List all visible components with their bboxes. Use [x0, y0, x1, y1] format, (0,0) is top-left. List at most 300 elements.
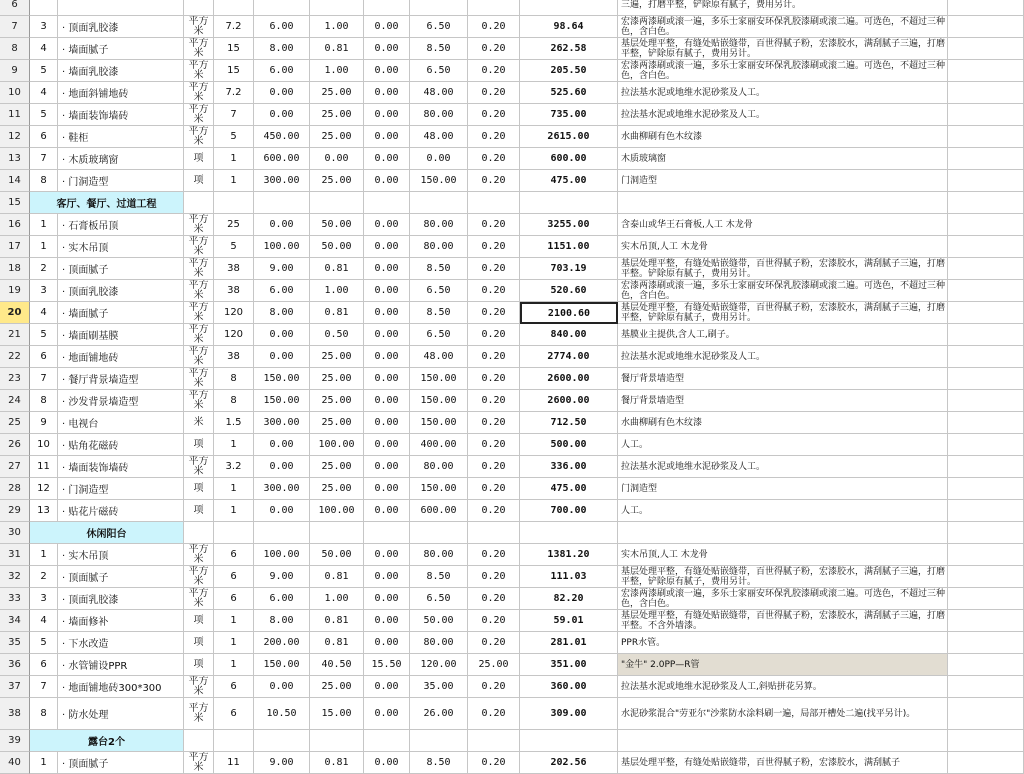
empty-cell[interactable] — [948, 324, 1024, 346]
labor-price-cell[interactable]: 0.81 — [310, 302, 364, 324]
material-price-cell[interactable]: 9.00 — [254, 752, 310, 774]
material-price-cell[interactable]: 8.00 — [254, 610, 310, 632]
quantity-cell[interactable]: 15 — [214, 38, 254, 60]
item-name[interactable]: · 鞋柜 — [58, 126, 184, 148]
table-row[interactable] — [0, 610, 1024, 632]
total-cell[interactable] — [520, 730, 618, 752]
material-price-cell[interactable]: 150.00 — [254, 390, 310, 412]
labor-price-cell[interactable]: 1.00 — [310, 280, 364, 302]
labor-price-cell[interactable]: 0.50 — [310, 324, 364, 346]
material-price-cell[interactable]: 8.00 — [254, 302, 310, 324]
description-cell[interactable]: 餐厅背景墙造型 — [618, 368, 948, 390]
loss-rate-cell[interactable]: 0.20 — [468, 82, 520, 104]
labor-price-cell[interactable]: 0.81 — [310, 632, 364, 654]
empty-cell[interactable] — [948, 280, 1024, 302]
quantity-cell[interactable]: 7 — [214, 104, 254, 126]
unit-price-cell[interactable]: 80.00 — [410, 104, 468, 126]
description-cell[interactable]: 基膜业主提供,含人工,刷子。 — [618, 324, 948, 346]
empty-cell[interactable] — [948, 192, 1024, 214]
unit-price-cell[interactable]: 6.50 — [410, 588, 468, 610]
material-price-cell[interactable]: 100.00 — [254, 544, 310, 566]
labor-price-cell[interactable]: 25.00 — [310, 82, 364, 104]
aux-price-cell[interactable]: 0.00 — [364, 412, 410, 434]
loss-rate-cell[interactable]: 0.20 — [468, 104, 520, 126]
unit-price-cell[interactable]: 6.50 — [410, 324, 468, 346]
loss-rate-cell[interactable]: 0.20 — [468, 752, 520, 774]
section-title[interactable]: 露台2个 — [30, 730, 184, 752]
table-row[interactable] — [0, 752, 1024, 774]
aux-price-cell[interactable] — [364, 522, 410, 544]
item-name[interactable]: · 下水改造 — [58, 632, 184, 654]
unit-cell[interactable] — [184, 522, 214, 544]
unit-price-cell[interactable]: 120.00 — [410, 654, 468, 676]
table-row[interactable] — [0, 412, 1024, 434]
material-price-cell[interactable] — [254, 730, 310, 752]
loss-rate-cell[interactable]: 0.20 — [468, 390, 520, 412]
unit-price-cell[interactable]: 80.00 — [410, 214, 468, 236]
table-row[interactable] — [0, 544, 1024, 566]
aux-price-cell[interactable]: 15.50 — [364, 654, 410, 676]
empty-cell[interactable] — [948, 38, 1024, 60]
aux-price-cell[interactable]: 0.00 — [364, 632, 410, 654]
unit-price-cell[interactable]: 8.50 — [410, 566, 468, 588]
material-price-cell[interactable]: 600.00 — [254, 148, 310, 170]
material-price-cell[interactable]: 450.00 — [254, 126, 310, 148]
description-cell[interactable]: 宏漆两漆刷或滚一遍，多乐士家丽安环保乳胶漆刷或滚二遍。可选色，不超过三种色，含白色。 — [618, 280, 948, 302]
unit-cell[interactable] — [184, 192, 214, 214]
loss-rate-cell[interactable] — [468, 522, 520, 544]
quantity-cell[interactable]: 6 — [214, 698, 254, 730]
unit-price-cell[interactable]: 150.00 — [410, 390, 468, 412]
quantity-cell[interactable]: 8 — [214, 390, 254, 412]
aux-price-cell[interactable]: 0.00 — [364, 214, 410, 236]
labor-price-cell[interactable] — [310, 192, 364, 214]
labor-price-cell[interactable]: 25.00 — [310, 478, 364, 500]
total-cell[interactable] — [520, 192, 618, 214]
quantity-cell[interactable]: 38 — [214, 258, 254, 280]
table-row[interactable] — [0, 38, 1024, 60]
item-index[interactable]: 3 — [30, 16, 58, 38]
description-cell[interactable]: 门洞造型 — [618, 478, 948, 500]
empty-cell[interactable] — [948, 566, 1024, 588]
unit-price-cell[interactable]: 0.00 — [410, 148, 468, 170]
empty-cell[interactable] — [948, 390, 1024, 412]
material-price-cell[interactable]: 9.00 — [254, 258, 310, 280]
quantity-cell[interactable]: 6 — [214, 566, 254, 588]
material-price-cell[interactable]: 150.00 — [254, 654, 310, 676]
item-index[interactable]: 9 — [30, 412, 58, 434]
labor-price-cell[interactable]: 25.00 — [310, 390, 364, 412]
quantity-cell[interactable]: 11 — [214, 752, 254, 774]
material-price-cell[interactable]: 150.00 — [254, 368, 310, 390]
table-row[interactable] — [0, 324, 1024, 346]
material-price-cell[interactable]: 0.00 — [254, 434, 310, 456]
description-cell[interactable]: 宏漆两漆刷或滚一遍，多乐士家丽安环保乳胶漆刷或滚二遍。可选色，不超过三种色，含白色。 — [618, 60, 948, 82]
quantity-cell[interactable]: 5 — [214, 126, 254, 148]
item-name[interactable]: · 餐厅背景墙造型 — [58, 368, 184, 390]
loss-rate-cell[interactable]: 0.20 — [468, 478, 520, 500]
material-price-cell[interactable] — [254, 522, 310, 544]
material-price-cell[interactable]: 0.00 — [254, 346, 310, 368]
material-price-cell[interactable]: 200.00 — [254, 632, 310, 654]
aux-price-cell[interactable] — [364, 192, 410, 214]
unit-price-cell[interactable]: 80.00 — [410, 544, 468, 566]
loss-rate-cell[interactable]: 0.20 — [468, 610, 520, 632]
item-name[interactable] — [58, 0, 184, 16]
aux-price-cell[interactable]: 0.00 — [364, 588, 410, 610]
table-row[interactable] — [0, 654, 1024, 676]
loss-rate-cell[interactable]: 0.20 — [468, 588, 520, 610]
total-cell[interactable]: 475.00 — [520, 478, 618, 500]
item-name[interactable]: · 实木吊顶 — [58, 236, 184, 258]
unit-cell[interactable]: 项 — [184, 434, 214, 456]
empty-cell[interactable] — [948, 126, 1024, 148]
total-cell[interactable]: 2774.00 — [520, 346, 618, 368]
material-price-cell[interactable]: 0.00 — [254, 676, 310, 698]
unit-price-cell[interactable] — [410, 0, 468, 16]
quantity-cell[interactable] — [214, 192, 254, 214]
material-price-cell[interactable]: 6.00 — [254, 280, 310, 302]
description-cell[interactable] — [618, 522, 948, 544]
quantity-cell[interactable]: 6 — [214, 676, 254, 698]
loss-rate-cell[interactable]: 0.20 — [468, 16, 520, 38]
total-cell[interactable]: 525.60 — [520, 82, 618, 104]
unit-price-cell[interactable]: 50.00 — [410, 610, 468, 632]
table-row[interactable] — [0, 104, 1024, 126]
aux-price-cell[interactable]: 0.00 — [364, 676, 410, 698]
total-cell[interactable]: 360.00 — [520, 676, 618, 698]
section-title[interactable]: 客厅、餐厅、过道工程 — [30, 192, 184, 214]
item-index[interactable]: 5 — [30, 632, 58, 654]
loss-rate-cell[interactable]: 0.20 — [468, 456, 520, 478]
item-index[interactable]: 3 — [30, 280, 58, 302]
labor-price-cell[interactable]: 25.00 — [310, 456, 364, 478]
loss-rate-cell[interactable]: 0.20 — [468, 170, 520, 192]
aux-price-cell[interactable]: 0.00 — [364, 346, 410, 368]
description-cell[interactable]: 水曲柳刷有色木纹漆 — [618, 126, 948, 148]
unit-price-cell[interactable]: 6.50 — [410, 16, 468, 38]
labor-price-cell[interactable]: 1.00 — [310, 60, 364, 82]
table-row[interactable] — [0, 500, 1024, 522]
labor-price-cell[interactable]: 25.00 — [310, 170, 364, 192]
total-cell[interactable]: 111.03 — [520, 566, 618, 588]
section-header-row[interactable] — [0, 192, 1024, 214]
aux-price-cell[interactable]: 0.00 — [364, 368, 410, 390]
description-cell[interactable]: 拉法基水泥或地维水泥砂浆及人工。 — [618, 104, 948, 126]
unit-cell[interactable]: 平方米 — [184, 60, 214, 82]
quantity-cell[interactable]: 38 — [214, 346, 254, 368]
unit-price-cell[interactable]: 48.00 — [410, 82, 468, 104]
description-cell[interactable]: 餐厅背景墙造型 — [618, 390, 948, 412]
material-price-cell[interactable]: 300.00 — [254, 170, 310, 192]
loss-rate-cell[interactable]: 0.20 — [468, 566, 520, 588]
labor-price-cell[interactable] — [310, 0, 364, 16]
aux-price-cell[interactable]: 0.00 — [364, 390, 410, 412]
item-index[interactable]: 7 — [30, 368, 58, 390]
total-cell[interactable]: 500.00 — [520, 434, 618, 456]
quantity-cell[interactable]: 5 — [214, 236, 254, 258]
labor-price-cell[interactable] — [310, 730, 364, 752]
table-row[interactable] — [0, 60, 1024, 82]
item-index[interactable]: 6 — [30, 126, 58, 148]
aux-price-cell[interactable]: 0.00 — [364, 170, 410, 192]
table-row[interactable] — [0, 346, 1024, 368]
empty-cell[interactable] — [948, 500, 1024, 522]
table-row[interactable] — [0, 676, 1024, 698]
labor-price-cell[interactable]: 100.00 — [310, 500, 364, 522]
quantity-cell[interactable]: 1 — [214, 654, 254, 676]
unit-cell[interactable]: 平方米 — [184, 698, 214, 730]
unit-cell[interactable]: 平方米 — [184, 544, 214, 566]
quantity-cell[interactable]: 1 — [214, 434, 254, 456]
unit-cell[interactable] — [184, 730, 214, 752]
description-cell[interactable]: 实木吊顶,人工 木龙骨 — [618, 236, 948, 258]
section-header-row[interactable] — [0, 730, 1024, 752]
aux-price-cell[interactable]: 0.00 — [364, 82, 410, 104]
item-index[interactable] — [30, 0, 58, 16]
total-cell[interactable]: 351.00 — [520, 654, 618, 676]
item-name[interactable]: · 顶面腻子 — [58, 752, 184, 774]
empty-cell[interactable] — [948, 588, 1024, 610]
item-name[interactable]: · 顶面乳胶漆 — [58, 588, 184, 610]
item-index[interactable]: 1 — [30, 544, 58, 566]
empty-cell[interactable] — [948, 654, 1024, 676]
unit-cell[interactable]: 平方米 — [184, 456, 214, 478]
material-price-cell[interactable]: 300.00 — [254, 478, 310, 500]
empty-cell[interactable] — [948, 104, 1024, 126]
loss-rate-cell[interactable]: 0.20 — [468, 698, 520, 730]
loss-rate-cell[interactable]: 0.20 — [468, 126, 520, 148]
aux-price-cell[interactable]: 0.00 — [364, 544, 410, 566]
total-cell[interactable]: 1381.20 — [520, 544, 618, 566]
quantity-cell[interactable]: 1 — [214, 610, 254, 632]
description-cell[interactable]: 基层处理平整，有缝处贴嵌缝带，百世得腻子粉，宏漆胶水，满刮腻子三遍，打磨平整，铲除原有腻子，费用另计。 — [618, 302, 948, 324]
item-index[interactable]: 1 — [30, 214, 58, 236]
material-price-cell[interactable]: 6.00 — [254, 588, 310, 610]
total-cell[interactable] — [520, 0, 618, 16]
item-index[interactable]: 5 — [30, 324, 58, 346]
unit-price-cell[interactable]: 8.50 — [410, 752, 468, 774]
aux-price-cell[interactable]: 0.00 — [364, 434, 410, 456]
description-cell[interactable]: 基层处理平整，有缝处贴嵌缝带，百世得腻子粉，宏漆胶水，满刮腻子三遍，打磨平整。不含外墙漆。 — [618, 610, 948, 632]
empty-cell[interactable] — [948, 544, 1024, 566]
description-cell[interactable]: 拉法基水泥或地维水泥砂浆及人工,斜贴拼花另算。 — [618, 676, 948, 698]
aux-price-cell[interactable]: 0.00 — [364, 38, 410, 60]
aux-price-cell[interactable]: 0.00 — [364, 258, 410, 280]
unit-price-cell[interactable]: 6.50 — [410, 280, 468, 302]
item-name[interactable]: · 门洞造型 — [58, 170, 184, 192]
unit-cell[interactable]: 平方米 — [184, 104, 214, 126]
quantity-cell[interactable] — [214, 522, 254, 544]
empty-cell[interactable] — [948, 610, 1024, 632]
quantity-cell[interactable]: 3.2 — [214, 456, 254, 478]
material-price-cell[interactable]: 0.00 — [254, 104, 310, 126]
labor-price-cell[interactable]: 50.00 — [310, 544, 364, 566]
quantity-cell[interactable]: 1 — [214, 632, 254, 654]
labor-price-cell[interactable]: 0.81 — [310, 258, 364, 280]
table-row[interactable] — [0, 16, 1024, 38]
unit-price-cell[interactable]: 80.00 — [410, 456, 468, 478]
empty-cell[interactable] — [948, 730, 1024, 752]
description-cell[interactable]: 门洞造型 — [618, 170, 948, 192]
empty-cell[interactable] — [948, 170, 1024, 192]
labor-price-cell[interactable]: 1.00 — [310, 588, 364, 610]
aux-price-cell[interactable]: 0.00 — [364, 148, 410, 170]
quantity-cell[interactable]: 1 — [214, 500, 254, 522]
loss-rate-cell[interactable]: 0.20 — [468, 214, 520, 236]
labor-price-cell[interactable]: 25.00 — [310, 676, 364, 698]
loss-rate-cell[interactable]: 0.20 — [468, 676, 520, 698]
unit-cell[interactable]: 项 — [184, 610, 214, 632]
quantity-cell[interactable]: 1 — [214, 478, 254, 500]
material-price-cell[interactable]: 9.00 — [254, 566, 310, 588]
description-cell[interactable]: 宏漆两漆刷或滚一遍，多乐士家丽安环保乳胶漆刷或滚二遍。可选色，不超过三种色，含白色。 — [618, 588, 948, 610]
table-row[interactable] — [0, 236, 1024, 258]
table-row[interactable] — [0, 368, 1024, 390]
empty-cell[interactable] — [948, 478, 1024, 500]
loss-rate-cell[interactable]: 0.20 — [468, 434, 520, 456]
item-name[interactable]: · 电视台 — [58, 412, 184, 434]
quantity-cell[interactable]: 25 — [214, 214, 254, 236]
material-price-cell[interactable]: 100.00 — [254, 236, 310, 258]
loss-rate-cell[interactable]: 0.20 — [468, 60, 520, 82]
unit-price-cell[interactable]: 80.00 — [410, 236, 468, 258]
description-cell[interactable]: 宏漆两漆刷或滚一遍，多乐士家丽安环保乳胶漆刷或滚二遍。可选色，不超过三种色，含白色。 — [618, 16, 948, 38]
unit-cell[interactable]: 项 — [184, 632, 214, 654]
aux-price-cell[interactable]: 0.00 — [364, 566, 410, 588]
item-name[interactable]: · 墙面乳胶漆 — [58, 60, 184, 82]
labor-price-cell[interactable]: 50.00 — [310, 236, 364, 258]
unit-cell[interactable]: 平方米 — [184, 236, 214, 258]
unit-cell[interactable]: 项 — [184, 654, 214, 676]
empty-cell[interactable] — [948, 434, 1024, 456]
aux-price-cell[interactable]: 0.00 — [364, 236, 410, 258]
loss-rate-cell[interactable]: 0.20 — [468, 544, 520, 566]
total-cell[interactable]: 475.00 — [520, 170, 618, 192]
unit-price-cell[interactable]: 48.00 — [410, 346, 468, 368]
unit-cell[interactable]: 米 — [184, 412, 214, 434]
labor-price-cell[interactable]: 40.50 — [310, 654, 364, 676]
labor-price-cell[interactable] — [310, 522, 364, 544]
description-cell[interactable] — [618, 730, 948, 752]
labor-price-cell[interactable]: 25.00 — [310, 126, 364, 148]
unit-cell[interactable]: 平方米 — [184, 302, 214, 324]
unit-cell[interactable]: 项 — [184, 148, 214, 170]
item-name[interactable]: · 实木吊顶 — [58, 544, 184, 566]
item-name[interactable]: · 地面铺地砖300*300 — [58, 676, 184, 698]
empty-cell[interactable] — [948, 16, 1024, 38]
unit-cell[interactable]: 平方米 — [184, 588, 214, 610]
unit-cell[interactable]: 平方米 — [184, 676, 214, 698]
labor-price-cell[interactable]: 0.81 — [310, 38, 364, 60]
aux-price-cell[interactable]: 0.00 — [364, 324, 410, 346]
labor-price-cell[interactable]: 50.00 — [310, 214, 364, 236]
unit-cell[interactable]: 平方米 — [184, 82, 214, 104]
material-price-cell[interactable]: 10.50 — [254, 698, 310, 730]
total-cell[interactable]: 262.58 — [520, 38, 618, 60]
total-cell[interactable]: 82.20 — [520, 588, 618, 610]
empty-cell[interactable] — [948, 676, 1024, 698]
aux-price-cell[interactable] — [364, 730, 410, 752]
empty-cell[interactable] — [948, 698, 1024, 730]
table-row[interactable] — [0, 698, 1024, 730]
table-row[interactable] — [0, 478, 1024, 500]
empty-cell[interactable] — [948, 368, 1024, 390]
unit-cell[interactable]: 平方米 — [184, 280, 214, 302]
total-cell[interactable]: 703.19 — [520, 258, 618, 280]
total-cell[interactable]: 2615.00 — [520, 126, 618, 148]
aux-price-cell[interactable]: 0.00 — [364, 60, 410, 82]
empty-cell[interactable] — [948, 60, 1024, 82]
item-index[interactable]: 10 — [30, 434, 58, 456]
item-name[interactable]: · 门洞造型 — [58, 478, 184, 500]
loss-rate-cell[interactable]: 0.20 — [468, 280, 520, 302]
table-row[interactable] — [0, 632, 1024, 654]
item-index[interactable]: 4 — [30, 610, 58, 632]
unit-cell[interactable]: 平方米 — [184, 368, 214, 390]
unit-price-cell[interactable]: 35.00 — [410, 676, 468, 698]
unit-cell[interactable]: 平方米 — [184, 390, 214, 412]
item-index[interactable]: 2 — [30, 258, 58, 280]
unit-cell[interactable]: 平方米 — [184, 214, 214, 236]
quantity-cell[interactable]: 6 — [214, 588, 254, 610]
item-name[interactable]: · 顶面腻子 — [58, 566, 184, 588]
loss-rate-cell[interactable]: 0.20 — [468, 500, 520, 522]
quantity-cell[interactable]: 7.2 — [214, 16, 254, 38]
total-cell[interactable]: 840.00 — [520, 324, 618, 346]
empty-cell[interactable] — [948, 632, 1024, 654]
quantity-cell[interactable]: 15 — [214, 60, 254, 82]
quantity-cell[interactable]: 1.5 — [214, 412, 254, 434]
item-index[interactable]: 8 — [30, 698, 58, 730]
total-cell[interactable]: 2600.00 — [520, 390, 618, 412]
empty-cell[interactable] — [948, 456, 1024, 478]
item-index[interactable]: 4 — [30, 38, 58, 60]
item-name[interactable]: · 墙面装饰墙砖 — [58, 104, 184, 126]
empty-cell[interactable] — [948, 82, 1024, 104]
material-price-cell[interactable]: 0.00 — [254, 500, 310, 522]
total-cell[interactable]: 59.01 — [520, 610, 618, 632]
labor-price-cell[interactable]: 0.00 — [310, 148, 364, 170]
material-price-cell[interactable]: 8.00 — [254, 38, 310, 60]
material-price-cell[interactable]: 6.00 — [254, 60, 310, 82]
table-row[interactable] — [0, 390, 1024, 412]
total-cell[interactable]: 336.00 — [520, 456, 618, 478]
loss-rate-cell[interactable]: 0.20 — [468, 38, 520, 60]
item-name[interactable]: · 地面斜铺地砖 — [58, 82, 184, 104]
loss-rate-cell[interactable]: 0.20 — [468, 258, 520, 280]
unit-cell[interactable]: 平方米 — [184, 38, 214, 60]
quantity-cell[interactable]: 7.2 — [214, 82, 254, 104]
description-cell[interactable]: 三遍，打磨平整，铲除原有腻子，费用另计。 — [618, 0, 948, 16]
description-cell[interactable]: 木质玻璃窗 — [618, 148, 948, 170]
item-index[interactable]: 1 — [30, 236, 58, 258]
unit-cell[interactable]: 项 — [184, 170, 214, 192]
item-index[interactable]: 4 — [30, 82, 58, 104]
unit-price-cell[interactable]: 8.50 — [410, 258, 468, 280]
unit-cell[interactable] — [184, 0, 214, 16]
empty-cell[interactable] — [948, 346, 1024, 368]
item-index[interactable]: 5 — [30, 104, 58, 126]
labor-price-cell[interactable]: 15.00 — [310, 698, 364, 730]
description-cell[interactable]: 含泰山或华王石膏板,人工 木龙骨 — [618, 214, 948, 236]
labor-price-cell[interactable]: 25.00 — [310, 104, 364, 126]
item-index[interactable]: 2 — [30, 566, 58, 588]
unit-cell[interactable]: 平方米 — [184, 258, 214, 280]
quantity-cell[interactable] — [214, 730, 254, 752]
empty-cell[interactable] — [948, 0, 1024, 16]
description-cell[interactable]: 人工。 — [618, 500, 948, 522]
